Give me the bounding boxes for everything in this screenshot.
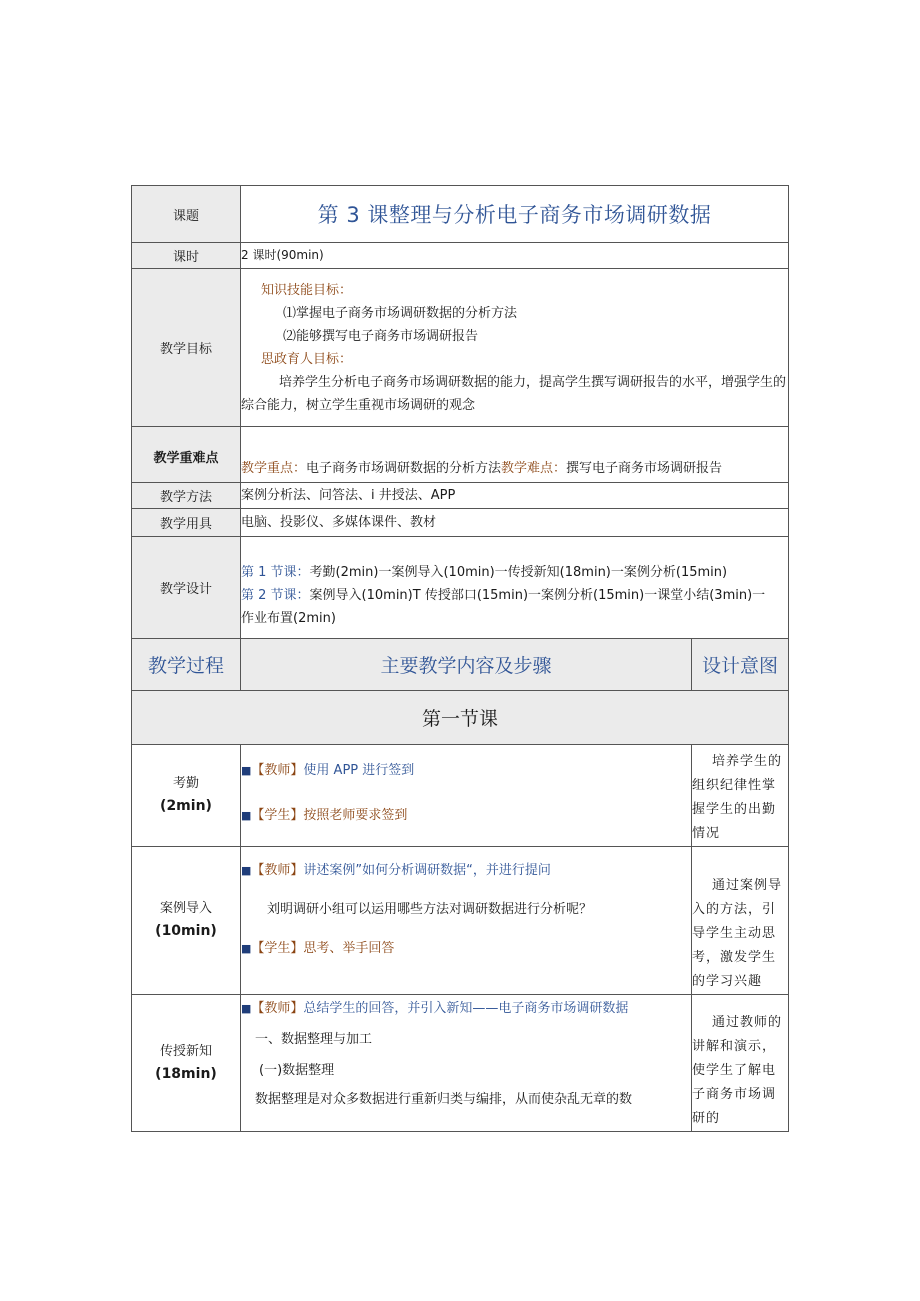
lesson-2-label: 第 2 节课： [241,588,310,603]
row-process-header [132,639,789,691]
student-text: 按照老师要求签到 [303,808,408,823]
row-objectives [132,269,789,427]
row-attendance [132,745,789,847]
new-knowledge-label-cell [132,995,241,1132]
section-title: 第一节课 [132,691,789,745]
hours-label: 课时 [132,243,241,269]
header-intent: 设计意图 [692,639,789,691]
hours-value: 2 课时(90min) [241,243,789,269]
row-hours [132,243,789,269]
keypoints-content [241,427,789,483]
new-knowledge-time: (18min) [155,1065,217,1082]
design-content [241,537,789,639]
tools-value: 电脑、投影仪、多媒体课件、教材 [241,509,789,537]
methods-label: 教学方法 [132,483,241,509]
methods-value: 案例分析法、问答法、i 井授法、APP [241,483,789,509]
case-intro-label-cell [132,847,241,995]
lesson-1-text: 考勤(2min)一案例导入(10min)一传授新知(18min)一案例分析(15min) [309,565,728,580]
case-question: 刘明调研小组可以运用哪些方法对调研数据进行分析呢？ [267,902,593,917]
tools-label: 教学用具 [132,509,241,537]
row-case-intro [132,847,789,995]
header-process: 教学过程 [132,639,241,691]
row-tools [132,509,789,537]
teacher-tag: 【教师】 [251,1001,304,1016]
knowledge-heading: 知识技能目标： [261,282,353,298]
student-tag: 【学生】 [251,941,304,956]
row-design [132,537,789,639]
lesson-plan-table [131,185,789,1132]
heading-1: 一、数据整理与加工 [255,1032,373,1047]
attendance-time: (2min) [160,798,212,814]
case-intro-content [241,847,692,995]
lesson-2-plan [241,584,778,630]
row-topic [132,186,789,243]
bullet-icon: ■ [241,864,252,877]
keypoints-label: 教学重难点 [132,427,241,483]
attendance-label: 考勤 [172,776,199,791]
row-new-knowledge [132,995,789,1132]
new-knowledge-label: 传授新知 [159,1043,212,1059]
lesson-1-label: 第 1 节课： [241,565,310,580]
bullet-icon: ■ [241,764,252,777]
header-content: 主要教学内容及步骤 [241,639,692,691]
attendance-content [241,745,692,847]
objective-item-2: ⑵能够撰写电子商务市场调研报告 [283,328,479,344]
lesson-1-plan [241,561,778,584]
bullet-icon: ■ [241,1002,252,1015]
lesson-2-text: 案例导入(10min)T 传授部口(15min)一案例分析(15min)一课堂小结(3min)一作业布置(2min) [241,588,766,626]
topic-label: 课题 [132,186,241,243]
key-label: 教学重点： [241,461,307,476]
row-keypoints [132,427,789,483]
objective-item-1: ⑴掌握电子商务市场调研数据的分析方法 [283,305,518,321]
attendance-intent: 培养学生的组织纪律性掌握学生的出勤情况 [692,745,789,847]
attendance-label-cell [132,745,241,847]
objectives-label: 教学目标 [132,269,241,427]
row-section-title [132,691,789,745]
teacher-text: 总结学生的回答，并引入新知——电子商务市场调研数据 [303,1001,629,1016]
student-text: 思考、举手回答 [303,941,395,956]
bullet-icon: ■ [241,942,252,955]
teacher-tag: 【教师】 [251,863,304,878]
case-intro-intent: 通过案例导入的方法，引导学生主动思考，激发学生的学习兴趣 [692,847,789,995]
topic-title: 第 3 课整理与分析电子商务市场调研数据 [241,186,789,243]
heading-2: (一)数据整理 [259,1063,335,1078]
teacher-tag: 【教师】 [251,763,304,778]
teacher-text: 讲述案例”如何分析调研数据“，并进行提问 [303,863,551,878]
student-tag: 【学生】 [251,808,304,823]
new-knowledge-intent: 通过教师的讲解和演示，使学生了解电子商务市场调研的 [692,995,789,1132]
difficult-text: 撰写电子商务市场调研报告 [566,461,723,476]
case-intro-time: (10min) [155,923,217,939]
new-knowledge-content [241,995,692,1132]
teacher-text: 使用 APP 进行签到 [303,763,415,778]
ideology-heading: 思政育人目标： [261,351,353,367]
body-text: 数据整理是对众多数据进行重新归类与编排，从而使杂乱无章的数 [255,1092,633,1107]
difficult-label: 教学难点： [501,461,567,476]
ideology-text: 培养学生分析电子商务市场调研数据的能力，提高学生撰写调研报告的水平，增强学生的综合能力，树立学生重视市场调研的观念 [241,374,787,413]
key-text: 电子商务市场调研数据的分析方法 [306,461,502,476]
case-intro-label: 案例导入 [159,901,212,916]
row-methods [132,483,789,509]
design-label: 教学设计 [132,537,241,639]
bullet-icon: ■ [241,809,252,822]
objectives-content [241,269,789,427]
